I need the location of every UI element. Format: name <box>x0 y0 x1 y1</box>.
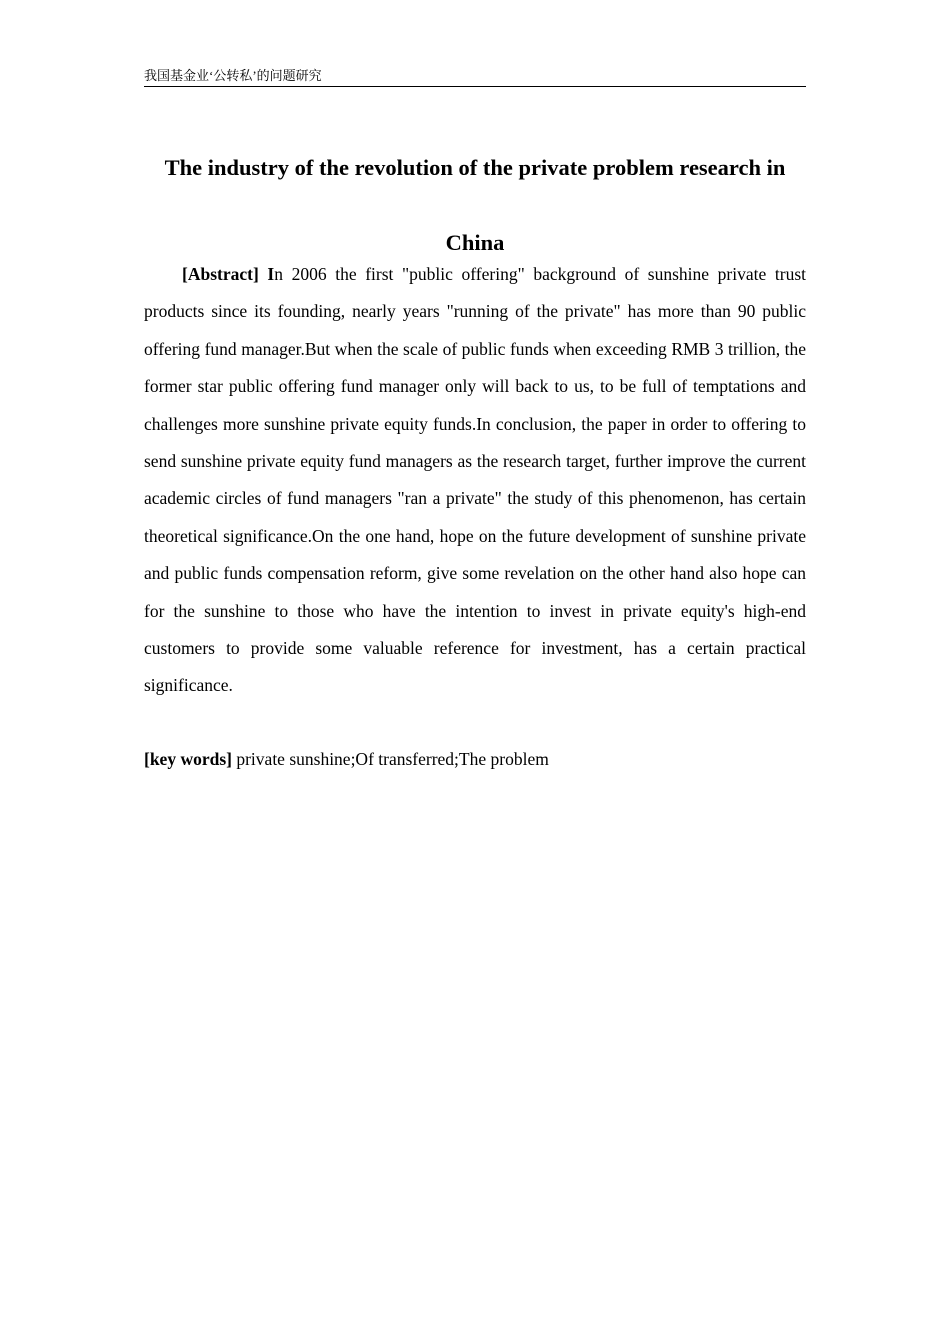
paper-title-line-1: The industry of the revolution of the private problem research in <box>164 155 786 180</box>
keywords-text: private sunshine;Of transferred;The problem <box>236 749 549 769</box>
abstract-paragraph <box>144 256 806 705</box>
keywords-label: [key words] <box>144 749 232 769</box>
running-header <box>144 66 806 87</box>
abstract-body: n 2006 the first "public offering" background of sunshine private trust products since its founding, nearly years "running of the private" has more than 90 public offering fund manager.But when the scale of public funds when exceeding RMB 3 trillion, the former star public offering fund manager only will back to us, to be full of temptations and challenges more sunshine private equity funds.In conclusion, the paper in order to offering to send sunshine private equity fund managers as the research target, further improve the current academic circles of fund managers "ran a private" the study of this phenomenon, has certain theoretical significance.On the one hand, hope on the future development of sunshine private and public funds compensation reform, give some revelation on the other hand also hope can for the sunshine to those who have the intention to invest in private equity's high-end customers to provide some valuable reference for investment, has a certain practical significance. <box>144 264 806 696</box>
running-header-title: 我国基金业‘公转私’的问题研究 <box>144 68 322 83</box>
keywords-line <box>144 746 806 772</box>
abstract-label: [Abstract] <box>182 264 259 284</box>
abstract-first-letter: I <box>267 264 275 284</box>
paper-title-line-2: China <box>445 230 505 255</box>
